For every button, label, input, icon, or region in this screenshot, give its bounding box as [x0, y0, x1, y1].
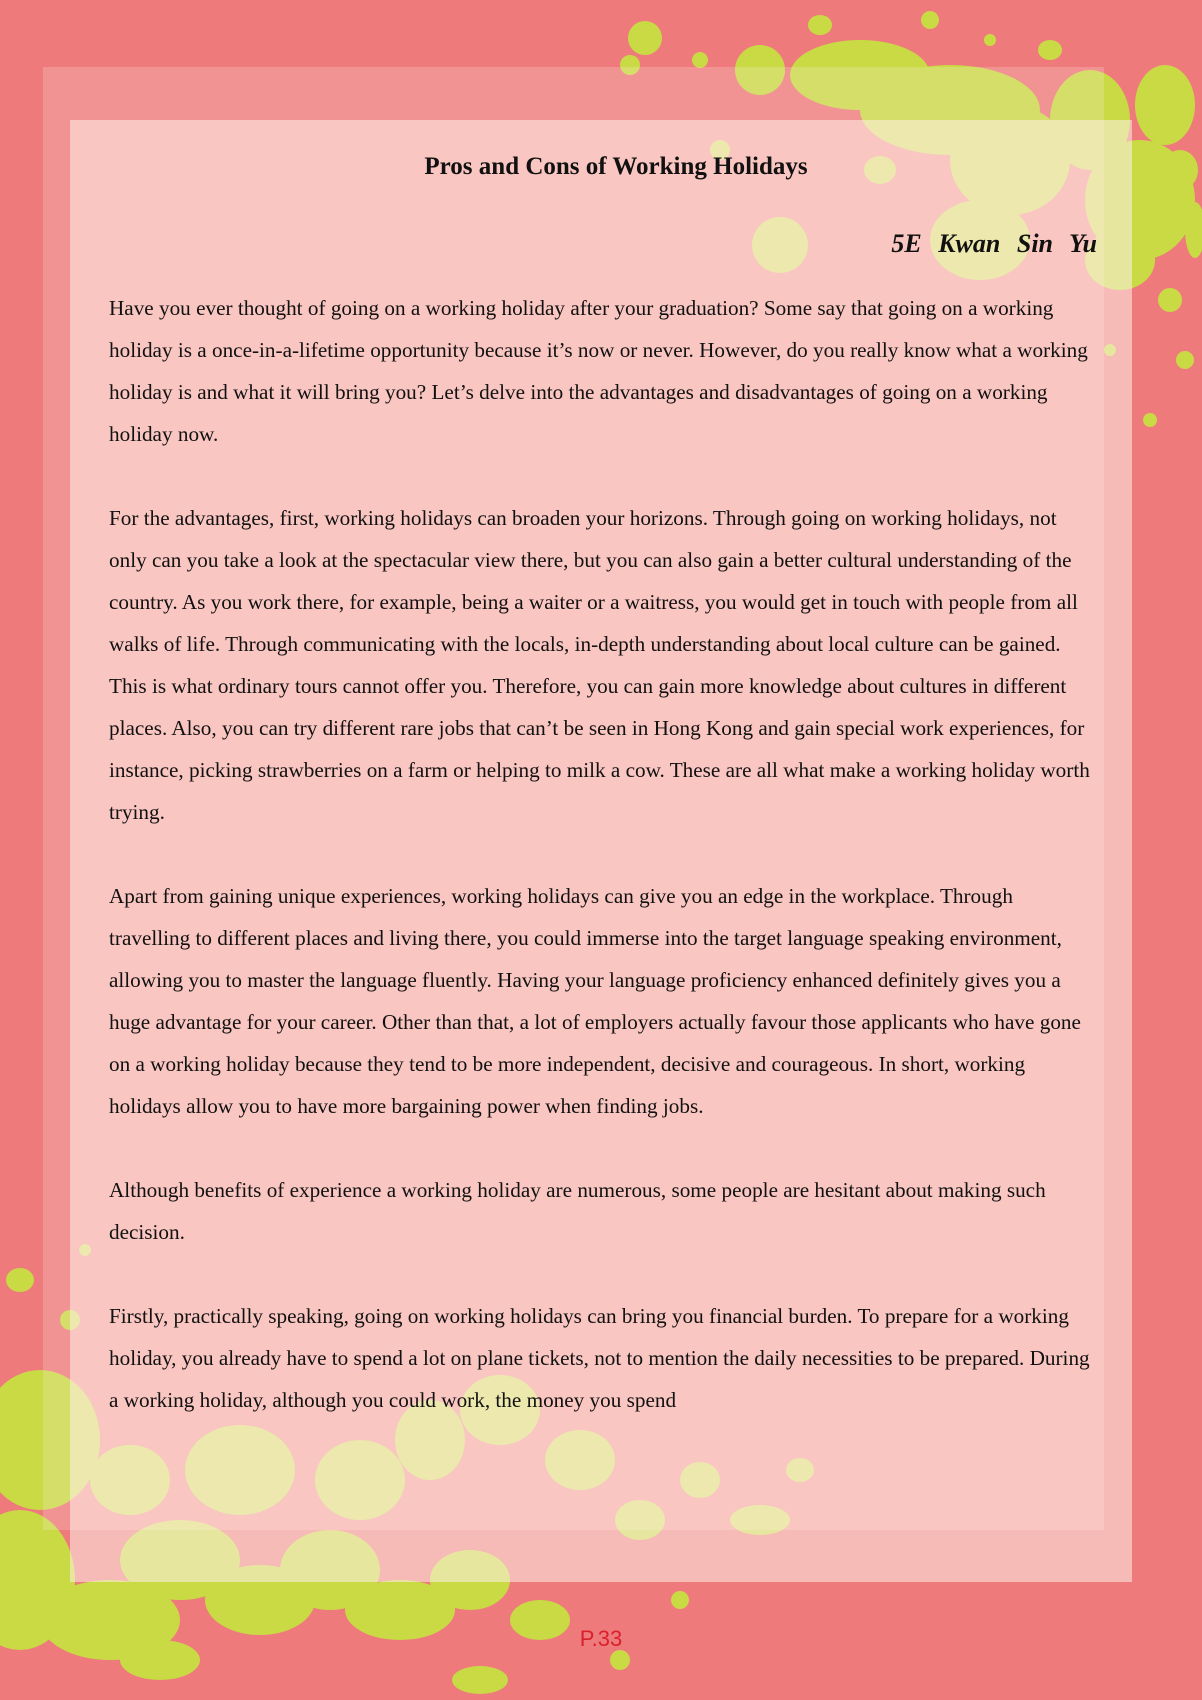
article-title: Pros and Cons of Working Holidays	[424, 153, 808, 180]
paragraph-financial-burden: Firstly, practically speaking, going on working holidays can bring you financial burden. To prepare for a working holiday, you already have to spend a lot on plane tickets, not to mention the daily necessities to be prepared. During a working holiday, although you could work, the money you spend	[109, 1304, 1090, 1413]
page-number: P.33	[579, 1626, 623, 1651]
paragraph-advantages-horizons: For the advantages, first, working holidays can broaden your horizons. Through going on working holidays, not only can you take a look at the spectacular view there, but you can also gain a better cultural understanding of the country. As you work there, for example, being a waiter or a waitress, you would get in touch with people from all walks of life. Through communicating with the locals, in-depth understanding about local culture can be gained. This is what ordinary tours cannot offer you. Therefore, you can gain more knowledge about cultures in different places. Also, you can try different rare jobs that can’t be seen in Hong Kong and gain special work experiences, for instance, picking strawberries on a farm or helping to milk a cow. These are all what make a working holiday worth trying.	[109, 506, 1090, 825]
paragraph-transition: Although benefits of experience a working holiday are numerous, some people are hesitant about making such decision.	[109, 1178, 1046, 1245]
article	[109, 140, 1095, 1463]
article-author: 5E Kwan Sin Yu	[891, 229, 1097, 258]
article-body	[109, 287, 1095, 1421]
paragraph-intro: Have you ever thought of going on a working holiday after your graduation? Some say that going on a working holiday is a once-in-a-lifetime opportunity because it’s now or never. However, do you really know what a working holiday is and what it will bring you? Let’s delve into the advantages and disadvantages of going on a working holiday now.	[109, 296, 1088, 447]
paragraph-advantages-workplace: Apart from gaining unique experiences, working holidays can give you an edge in the workplace. Through travelling to different places and living there, you could immerse into the target language speaking environment, allowing you to master the language fluently. Having your language proficiency enhanced definitely gives you a huge advantage for your career. Other than that, a lot of employers actually favour those applicants who have gone on a working holiday because they tend to be more independent, decisive and courageous. In short, working holidays allow you to have more bargaining power when finding jobs.	[109, 884, 1081, 1119]
